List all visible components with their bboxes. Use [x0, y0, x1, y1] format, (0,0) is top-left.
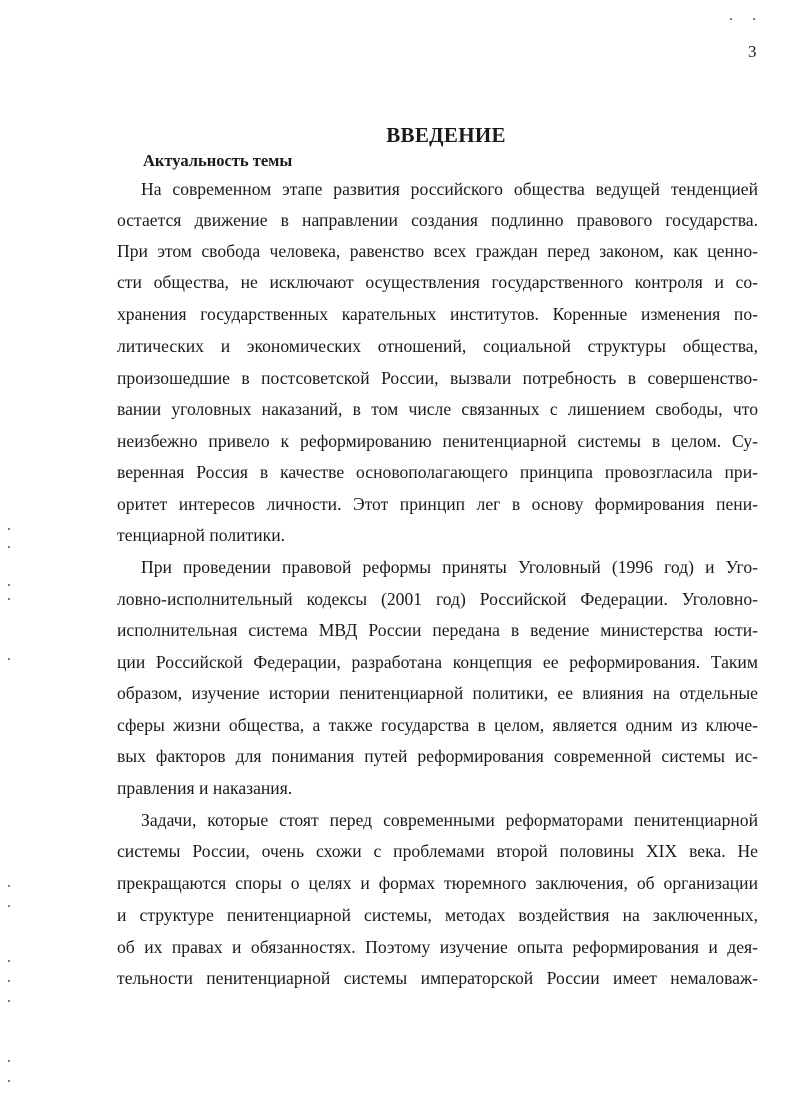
scan-speck	[8, 598, 10, 600]
section-subheading: Актуальность темы	[143, 151, 293, 170]
text-line: прекращаются споры о целях и формах тюремного заключения, об организации	[117, 873, 758, 893]
text-line: оритет интересов личности. Этот принцип лег в основу формирования пени-	[117, 494, 758, 514]
text-line: При этом свобода человека, равенство всех граждан перед законом, как ценно-	[117, 241, 758, 261]
scan-speck	[8, 960, 10, 962]
scan-speck	[8, 584, 10, 586]
text-line: тельности пенитенциарной системы императорской России имеет немаловаж-	[117, 968, 758, 988]
scan-speck	[8, 905, 10, 907]
text-line: хранения государственных карательных институтов. Коренные изменения по-	[117, 304, 758, 324]
text-line: системы России, очень схожи с проблемами второй половины XIX века. Не	[117, 841, 758, 861]
text-line: На современном этапе развития российского общества ведущей тенденцией	[141, 179, 758, 199]
scan-speck	[8, 885, 10, 887]
text-line: об их правах и обязанностях. Поэтому изучение опыта реформирования и дея-	[117, 937, 758, 957]
scan-speck	[8, 1000, 10, 1002]
text-line: вании уголовных наказаний, в том числе связанных с лишением свободы, что	[117, 399, 758, 419]
scan-speck	[8, 1060, 10, 1062]
text-line: сферы жизни общества, а также государства в целом, является одним из ключе-	[117, 715, 758, 735]
scan-speck	[8, 546, 10, 548]
scan-speck	[8, 1080, 10, 1082]
text-line: литических и экономических отношений, социальной структуры общества,	[117, 336, 758, 356]
text-line: неизбежно привело к реформированию пенитенциарной системы в целом. Су-	[117, 431, 758, 451]
page-title: ВВЕДЕНИЕ	[386, 123, 506, 147]
text-line: произошедшие в постсоветской России, вызвали потребность в совершенство-	[117, 368, 758, 388]
scan-speck	[8, 528, 10, 530]
page-number: 3	[748, 42, 757, 61]
text-line: остается движение в направлении создания подлинно правового государства.	[117, 210, 758, 230]
text-line: ции Российской Федерации, разработана концепция ее реформирования. Таким	[117, 652, 758, 672]
text-line: Задачи, которые стоят перед современными реформаторами пенитенциарной	[141, 810, 758, 830]
text-line: правления и наказания.	[117, 778, 293, 798]
text-line: образом, изучение истории пенитенциарной политики, ее влияния на отдельные	[117, 683, 758, 703]
text-line: и структуре пенитенциарной системы, методах воздействия на заключенных,	[117, 905, 758, 925]
scan-speck	[753, 18, 755, 20]
text-line: При проведении правовой реформы приняты Уголовный (1996 год) и Уго-	[141, 557, 758, 577]
text-line: тенциарной политики.	[117, 525, 286, 545]
text-line: вых факторов для понимания путей реформирования современной системы ис-	[117, 746, 758, 766]
text-line: веренная Россия в качестве основополагающего принципа провозгласила при-	[117, 462, 758, 482]
scan-speck	[730, 18, 732, 20]
text-line: ловно-исполнительный кодексы (2001 год) Российской Федерации. Уголовно-	[117, 589, 758, 609]
text-line: сти общества, не исключают осуществления государственного контроля и со-	[117, 272, 758, 292]
scan-speck	[8, 980, 10, 982]
scan-speck	[8, 658, 10, 660]
text-line: исполнительная система МВД России передана в ведение министерства юсти-	[117, 620, 758, 640]
